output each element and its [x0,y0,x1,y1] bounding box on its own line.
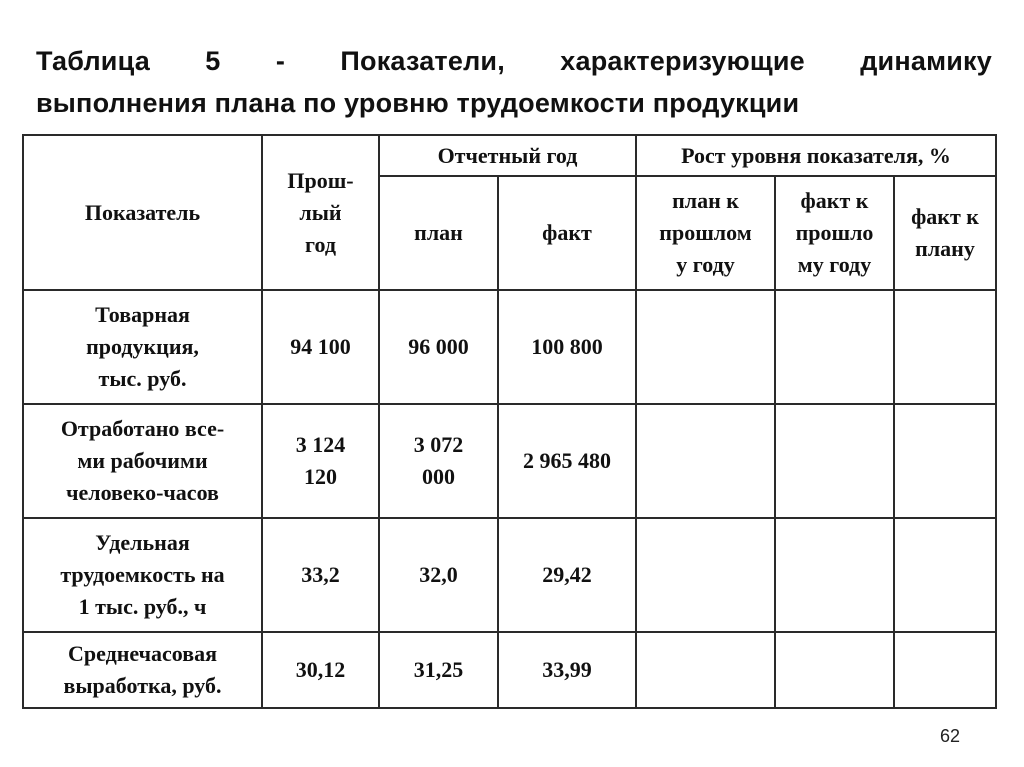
header-growth: Рост уровня показателя, % [636,135,996,176]
cell-fact-vs-last [775,518,894,632]
cell-plan-vs-last [636,290,775,404]
cell-fact-vs-plan [894,404,996,518]
caption-word: - [275,46,286,76]
header-last-year: Прош- лый год [262,135,379,290]
caption-word: характеризующие [560,46,805,76]
cell-plan: 3 072 000 [379,404,498,518]
row-indicator-name: Среднечасовая выработка, руб. [23,632,262,708]
cell-plan-vs-last [636,404,775,518]
cell-plan-vs-last [636,518,775,632]
cell-plan: 31,25 [379,632,498,708]
cell-plan: 96 000 [379,290,498,404]
caption-word: Таблица [36,46,150,76]
table-row [23,404,996,518]
header-plan-vs-last: план к прошлом у году [636,176,775,290]
header-fact: факт [498,176,636,290]
header-fact-vs-plan: факт к плану [894,176,996,290]
cell-fact: 29,42 [498,518,636,632]
page-number: 62 [940,726,961,746]
indicators-table [22,134,997,709]
header-row-1 [23,135,996,176]
table-caption [36,40,992,124]
cell-last-year: 33,2 [262,518,379,632]
cell-plan: 32,0 [379,518,498,632]
header-indicator: Показатель [23,135,262,290]
cell-fact-vs-last [775,632,894,708]
cell-fact: 2 965 480 [498,404,636,518]
cell-fact-vs-plan [894,290,996,404]
header-plan: план [379,176,498,290]
table-row [23,518,996,632]
table-row [23,290,996,404]
caption-word: Показатели, [340,46,505,76]
cell-fact: 33,99 [498,632,636,708]
cell-fact-vs-plan [894,632,996,708]
row-indicator-name: Удельная трудоемкость на 1 тыс. руб., ч [23,518,262,632]
cell-last-year: 30,12 [262,632,379,708]
cell-plan-vs-last [636,632,775,708]
caption-word: динамику [860,46,992,76]
cell-last-year: 3 124 120 [262,404,379,518]
caption-line-1 [36,40,992,82]
caption-word: 5 [205,46,221,76]
cell-fact-vs-last [775,404,894,518]
cell-fact-vs-last [775,290,894,404]
cell-fact: 100 800 [498,290,636,404]
cell-fact-vs-plan [894,518,996,632]
header-report-year: Отчетный год [379,135,636,176]
header-fact-vs-last: факт к прошло му году [775,176,894,290]
table-row [23,632,996,708]
row-indicator-name: Товарная продукция, тыс. руб. [23,290,262,404]
row-indicator-name: Отработано все- ми рабочими человеко-часов [23,404,262,518]
caption-line-2: выполнения плана по уровню трудоемкости продукции [36,88,800,118]
cell-last-year: 94 100 [262,290,379,404]
